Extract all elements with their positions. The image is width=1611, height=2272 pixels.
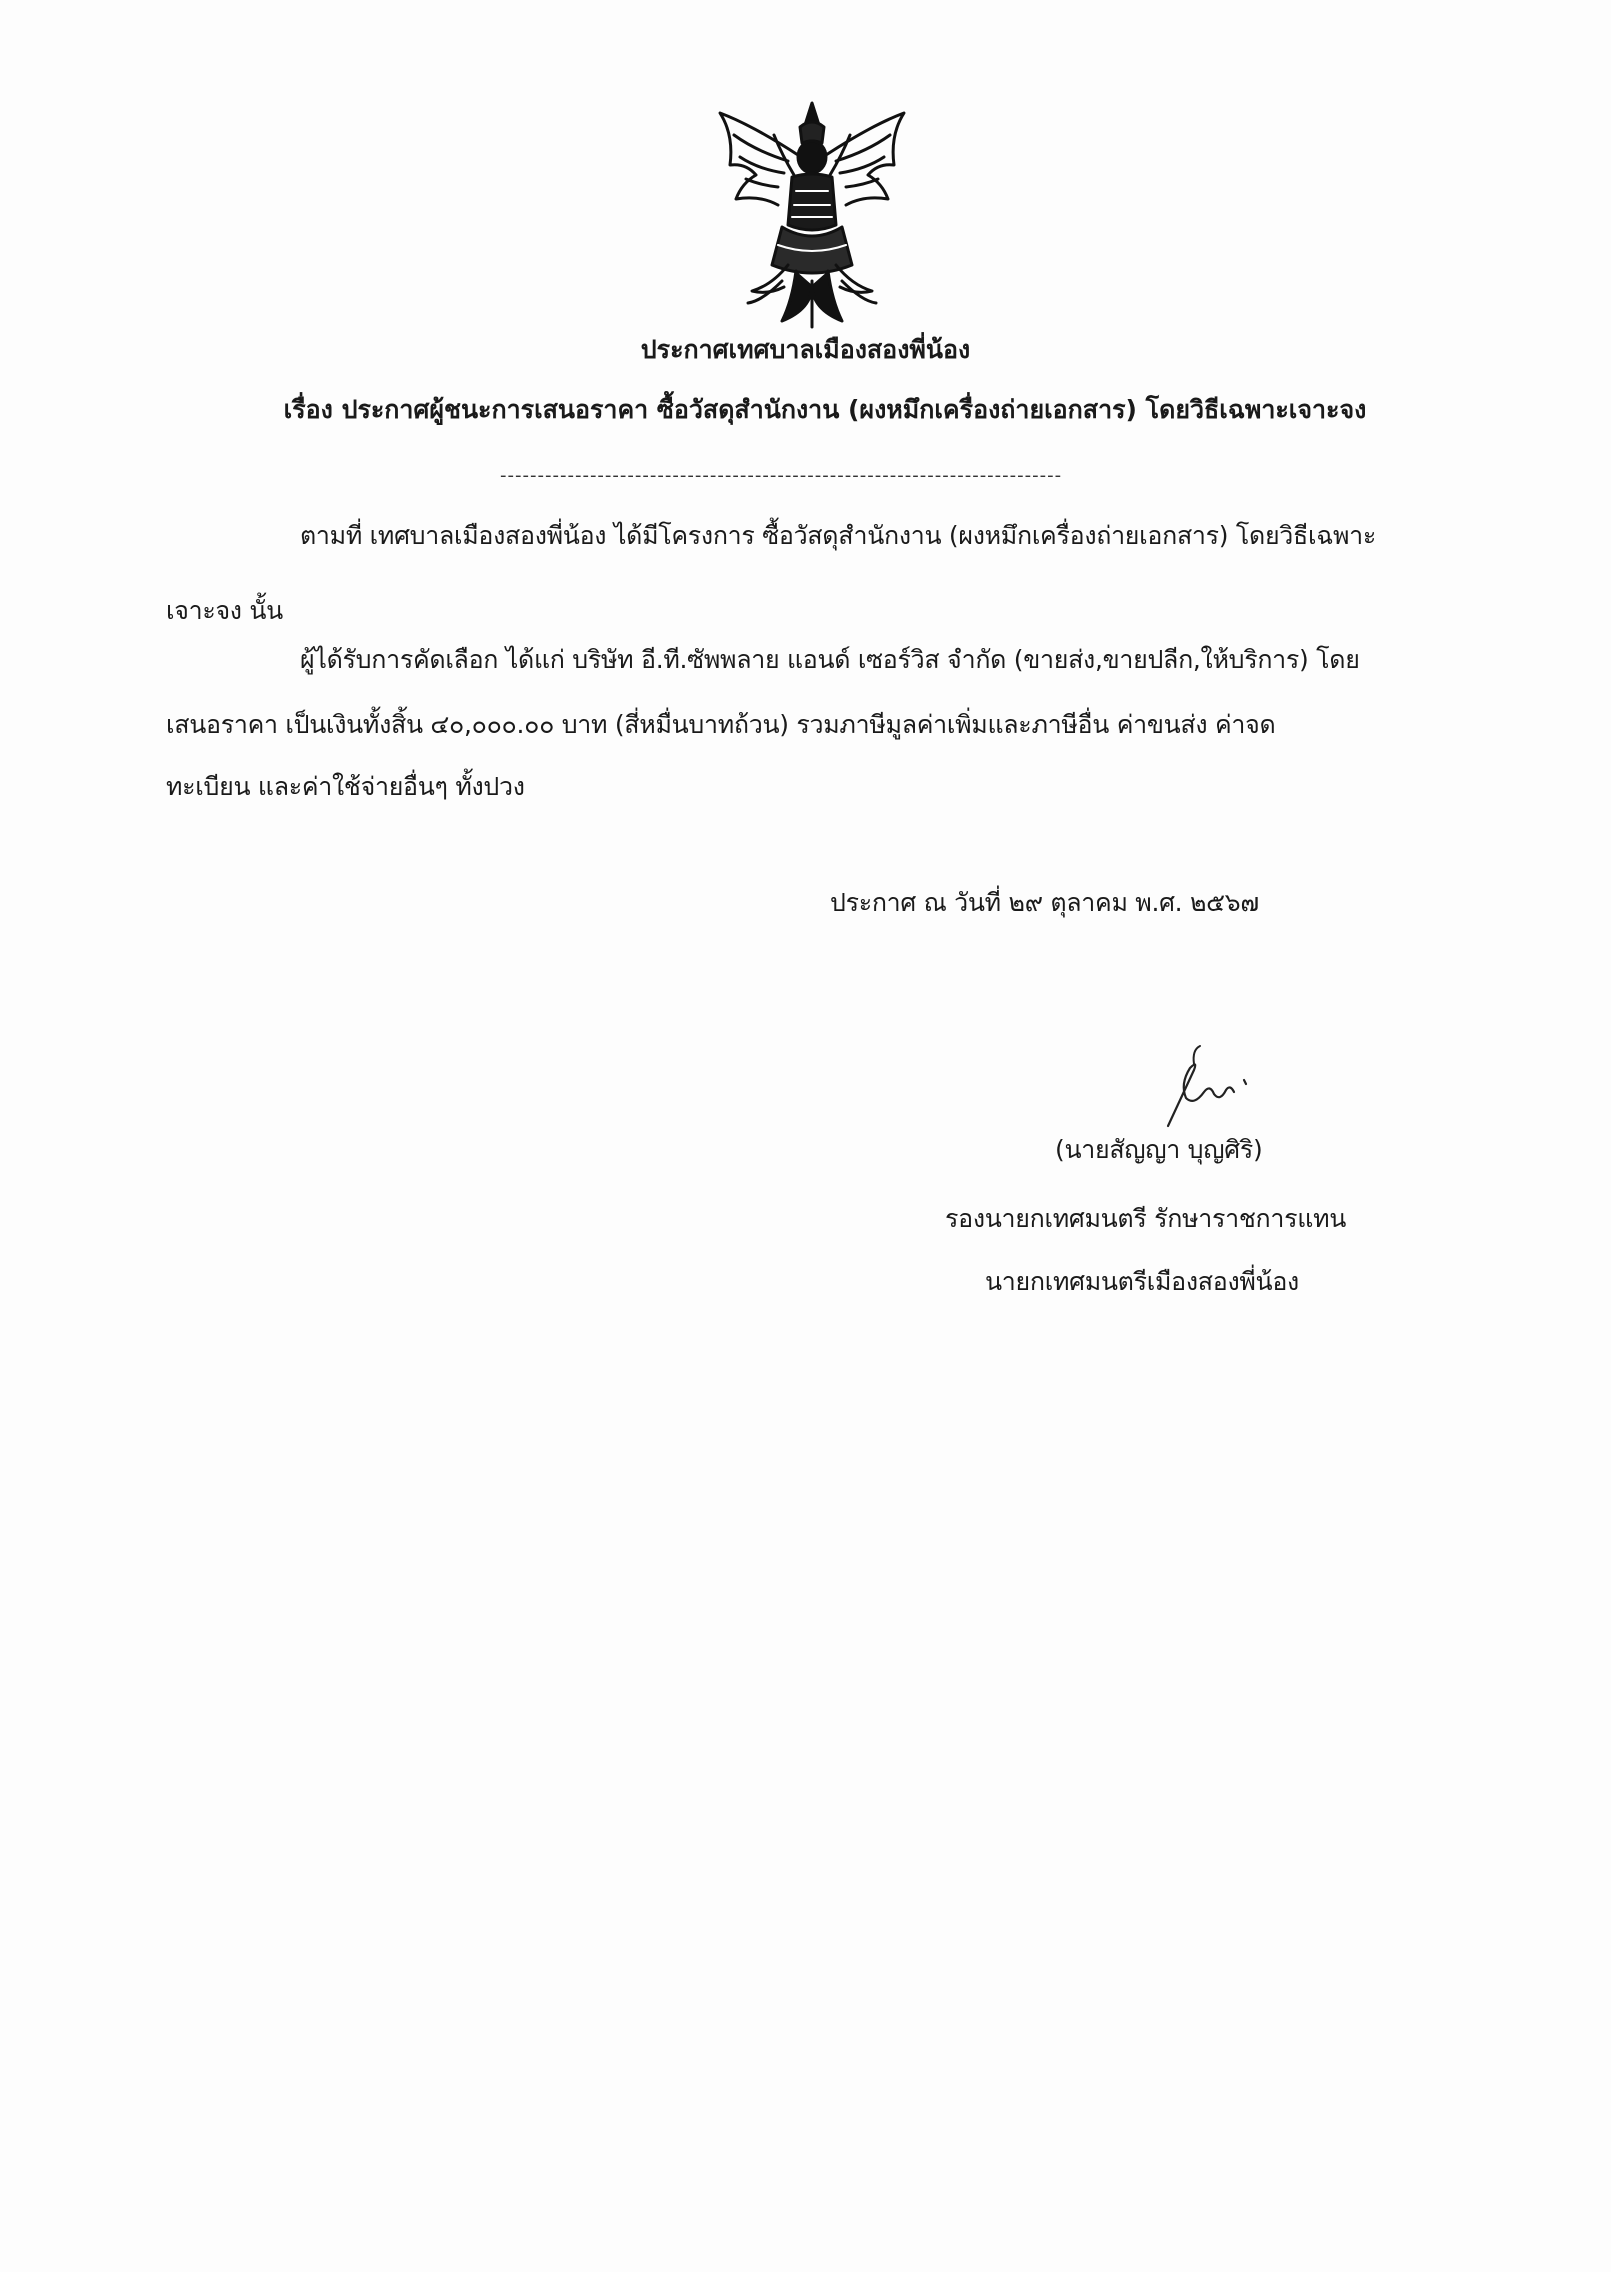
- divider-line: ---------------------------------------------------------------------------: [500, 465, 1063, 486]
- body-paragraph-2-line-1: ผู้ได้รับการคัดเลือก ได้แก่ บริษัท อี.ที.ซัพพลาย แอนด์ เซอร์วิส จำกัด (ขายส่ง,ขายปลีก,ให้บริการ) โดย: [300, 645, 1360, 674]
- org-title: ประกาศเทศบาลเมืองสองพี่น้อง: [640, 335, 971, 364]
- signer-name: (นายสัญญา บุญศิริ): [1055, 1135, 1263, 1164]
- signer-position-1: รองนายกเทศมนตรี รักษาราชการแทน: [945, 1204, 1347, 1233]
- handwritten-signature: [1150, 1040, 1270, 1130]
- body-paragraph-2-line-3: ทะเบียน และค่าใช้จ่ายอื่นๆ ทั้งปวง: [166, 772, 525, 801]
- subject-title: เรื่อง ประกาศผู้ชนะการเสนอราคา ซื้อวัสดุสำนักงาน (ผงหมึกเครื่องถ่ายเอกสาร) โดยวิธีเฉพาะเจาะจง: [283, 395, 1367, 424]
- body-paragraph-2-line-2: เสนอราคา เป็นเงินทั้งสิ้น ๔๐,๐๐๐.๐๐ บาท (สี่หมื่นบาทถ้วน) รวมภาษีมูลค่าเพิ่มและภาษีอื่น ค่าขนส่ง ค่าจด: [166, 710, 1276, 739]
- announcement-date: ประกาศ ณ วันที่ ๒๙ ตุลาคม พ.ศ. ๒๕๖๗: [830, 888, 1259, 917]
- signer-position-2: นายกเทศมนตรีเมืองสองพี่น้อง: [985, 1267, 1299, 1296]
- garuda-emblem-icon: [712, 95, 912, 335]
- body-paragraph-1-line-1: ตามที่ เทศบาลเมืองสองพี่น้อง ได้มีโครงการ ซื้อวัสดุสำนักงาน (ผงหมึกเครื่องถ่ายเอกสาร) โดยวิธีเฉพาะ: [300, 521, 1377, 550]
- body-paragraph-1-line-2: เจาะจง นั้น: [166, 596, 283, 625]
